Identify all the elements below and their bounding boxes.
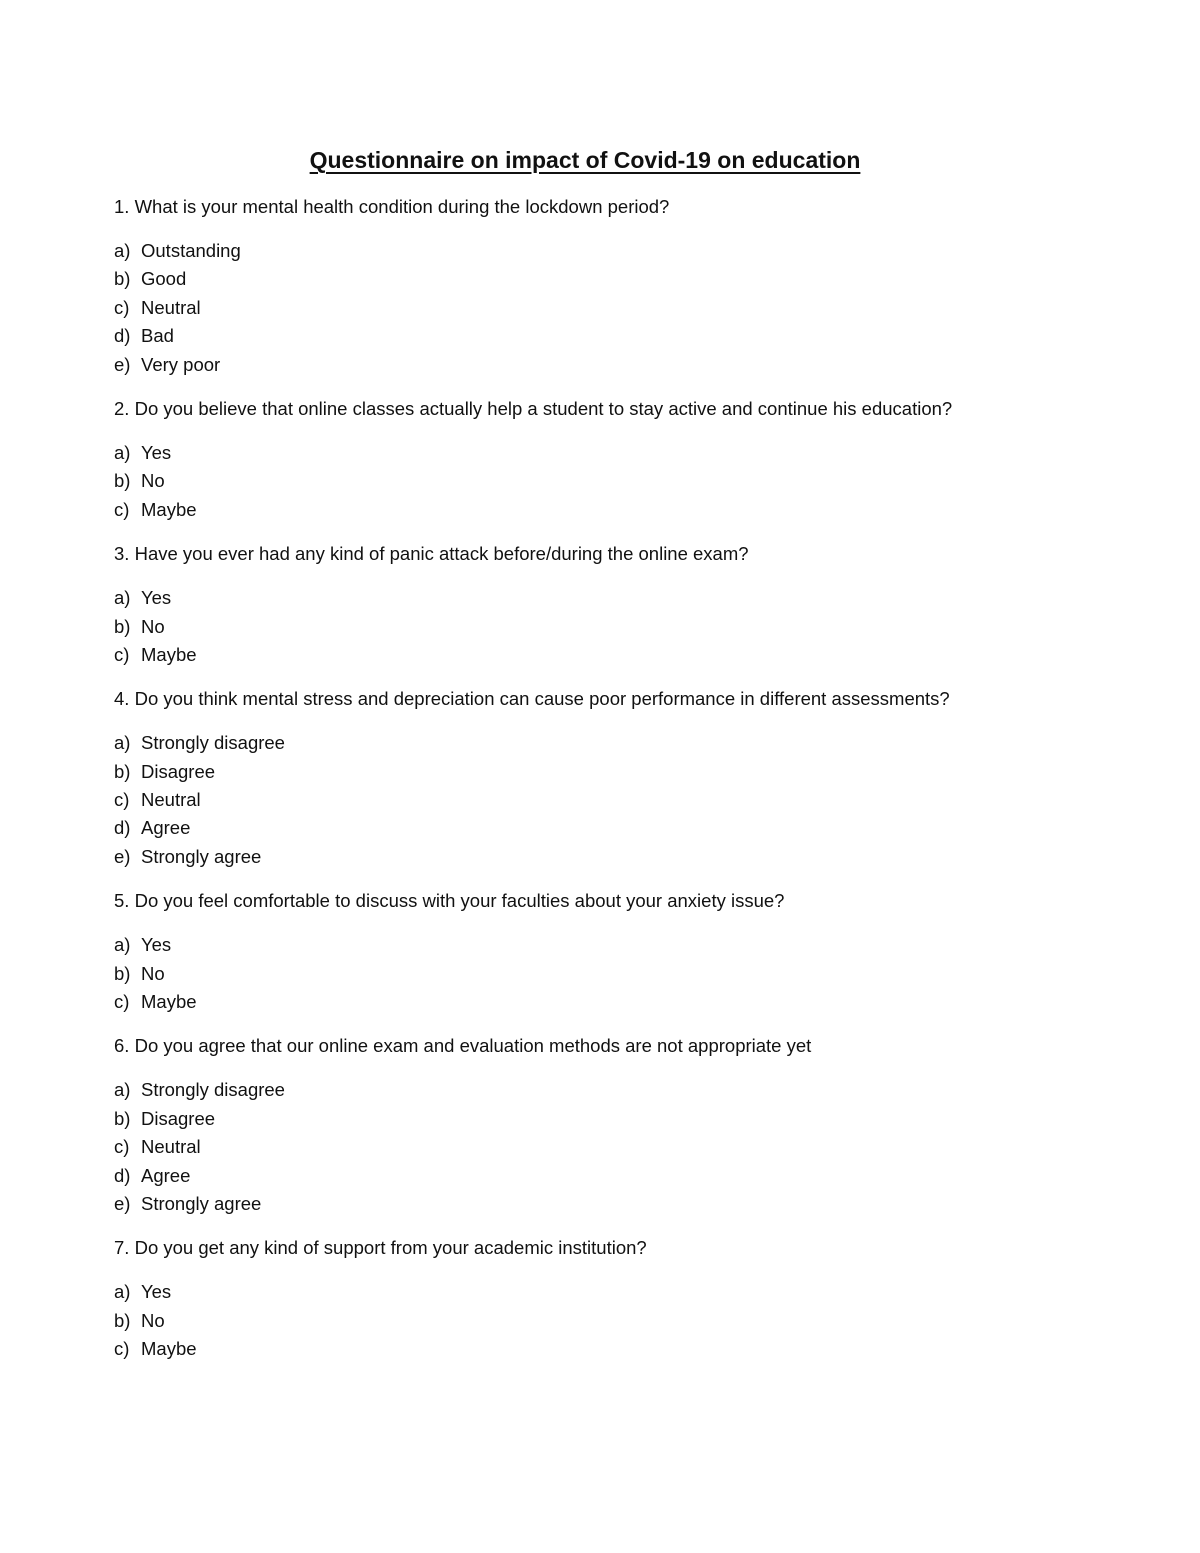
option-letter: a) — [114, 934, 131, 956]
option-letter: e) — [114, 1192, 131, 1214]
question-prompt: What is your mental health condition during the lockdown period? — [134, 196, 670, 217]
question-list — [114, 193, 1114, 1380]
option-letter: c) — [114, 643, 130, 665]
option-letter: b) — [114, 1309, 131, 1331]
option-letter: d) — [114, 1164, 131, 1186]
answer-option — [114, 1335, 1114, 1363]
option-text: Maybe — [141, 498, 197, 520]
option-letter: b) — [114, 268, 131, 290]
option-letter: d) — [114, 817, 131, 839]
option-text: Strongly disagree — [141, 1079, 285, 1101]
option-text: Strongly disagree — [141, 732, 285, 754]
option-letter: a) — [114, 441, 131, 463]
answer-option — [114, 960, 1114, 988]
option-text: No — [141, 615, 165, 637]
option-letter: d) — [114, 325, 131, 347]
question-prompt: Have you ever had any kind of panic attack before/during the online exam? — [134, 543, 749, 565]
question-number: 1. — [114, 196, 130, 217]
option-text: Neutral — [141, 296, 201, 318]
option-letter: a) — [114, 587, 131, 609]
option-text: Maybe — [141, 991, 197, 1013]
option-letter: b) — [114, 470, 131, 492]
question-number: 4. — [114, 688, 130, 710]
question-prompt: Do you feel comfortable to discuss with your faculties about your anxiety issue? — [134, 890, 785, 912]
question-number: 5. — [114, 890, 130, 912]
option-text: Maybe — [141, 643, 197, 665]
answer-option — [114, 786, 1114, 814]
answer-option — [114, 931, 1114, 959]
option-text: Yes — [141, 441, 172, 463]
option-text: Agree — [141, 817, 191, 839]
question-4 — [114, 685, 1114, 871]
document-title: Questionnaire on impact of Covid-19 on education — [309, 147, 861, 173]
question-number: 2. — [114, 397, 130, 419]
answer-option — [114, 265, 1114, 293]
answer-option — [114, 1133, 1114, 1161]
question-6 — [114, 1032, 1114, 1218]
option-text: Yes — [141, 934, 172, 956]
answer-option — [114, 294, 1114, 322]
answer-option — [114, 351, 1114, 379]
answer-option — [114, 1076, 1114, 1104]
answer-option — [114, 439, 1114, 467]
question-text — [114, 1234, 1114, 1262]
option-text: Strongly agree — [141, 1192, 262, 1214]
answer-option — [114, 641, 1114, 669]
question-2 — [114, 395, 1114, 524]
question-text — [114, 193, 1114, 221]
answer-option — [114, 1190, 1114, 1218]
question-number: 3. — [114, 543, 130, 565]
answer-options — [114, 931, 1114, 1016]
option-letter: b) — [114, 615, 131, 637]
option-letter: c) — [114, 991, 130, 1013]
answer-options — [114, 729, 1114, 871]
question-number: 6. — [114, 1035, 130, 1057]
option-text: Yes — [141, 587, 172, 609]
question-text — [114, 887, 1114, 915]
question-prompt: Do you get any kind of support from your academic institution? — [134, 1237, 647, 1259]
answer-option — [114, 467, 1114, 495]
question-text — [114, 1032, 1114, 1060]
option-text: Disagree — [141, 760, 216, 782]
question-7 — [114, 1234, 1114, 1363]
option-letter: c) — [114, 498, 130, 520]
option-text: Bad — [141, 325, 174, 347]
answer-option — [114, 237, 1114, 265]
option-text: Neutral — [141, 789, 201, 811]
option-letter: e) — [114, 353, 131, 375]
option-text: No — [141, 1309, 165, 1331]
question-prompt: Do you believe that online classes actually help a student to stay active and continue his education? — [134, 397, 953, 419]
answer-options — [114, 237, 1114, 379]
option-letter: e) — [114, 845, 131, 867]
answer-option — [114, 1162, 1114, 1190]
answer-option — [114, 758, 1114, 786]
answer-options — [114, 1076, 1114, 1218]
option-letter: b) — [114, 760, 131, 782]
answer-option — [114, 1278, 1114, 1306]
option-letter: c) — [114, 789, 130, 811]
question-3 — [114, 540, 1114, 669]
option-text: Strongly agree — [141, 845, 262, 867]
option-letter: b) — [114, 962, 131, 984]
question-text — [114, 685, 1114, 713]
question-number: 7. — [114, 1237, 130, 1259]
question-5 — [114, 887, 1114, 1016]
answer-option — [114, 584, 1114, 612]
answer-option — [114, 729, 1114, 757]
answer-options — [114, 1278, 1114, 1363]
option-text: Yes — [141, 1281, 172, 1303]
answer-option — [114, 496, 1114, 524]
option-letter: c) — [114, 1136, 130, 1158]
answer-option — [114, 613, 1114, 641]
option-text: Disagree — [141, 1107, 216, 1129]
question-prompt: Do you think mental stress and depreciation can cause poor performance in different assessments? — [134, 688, 950, 710]
option-letter: c) — [114, 296, 130, 318]
answer-option — [114, 1105, 1114, 1133]
question-prompt: Do you agree that our online exam and evaluation methods are not appropriate yet — [134, 1035, 812, 1057]
option-letter: a) — [114, 1281, 131, 1303]
option-letter: a) — [114, 240, 131, 261]
option-text: Good — [141, 268, 187, 290]
answer-option — [114, 988, 1114, 1016]
question-text — [114, 395, 1114, 423]
answer-options — [114, 584, 1114, 669]
option-letter: a) — [114, 1079, 131, 1101]
option-text: Agree — [141, 1164, 191, 1186]
option-text: Maybe — [141, 1338, 197, 1360]
option-text: Outstanding — [141, 240, 241, 261]
question-text — [114, 540, 1114, 568]
option-letter: b) — [114, 1107, 131, 1129]
answer-option — [114, 843, 1114, 871]
answer-options — [114, 439, 1114, 524]
answer-option — [114, 322, 1114, 350]
option-text: No — [141, 470, 165, 492]
answer-option — [114, 814, 1114, 842]
option-text: Neutral — [141, 1136, 201, 1158]
option-letter: c) — [114, 1338, 130, 1360]
answer-option — [114, 1307, 1114, 1335]
question-1 — [114, 193, 1114, 379]
option-text: No — [141, 962, 165, 984]
option-letter: a) — [114, 732, 131, 754]
option-text: Very poor — [141, 353, 221, 375]
